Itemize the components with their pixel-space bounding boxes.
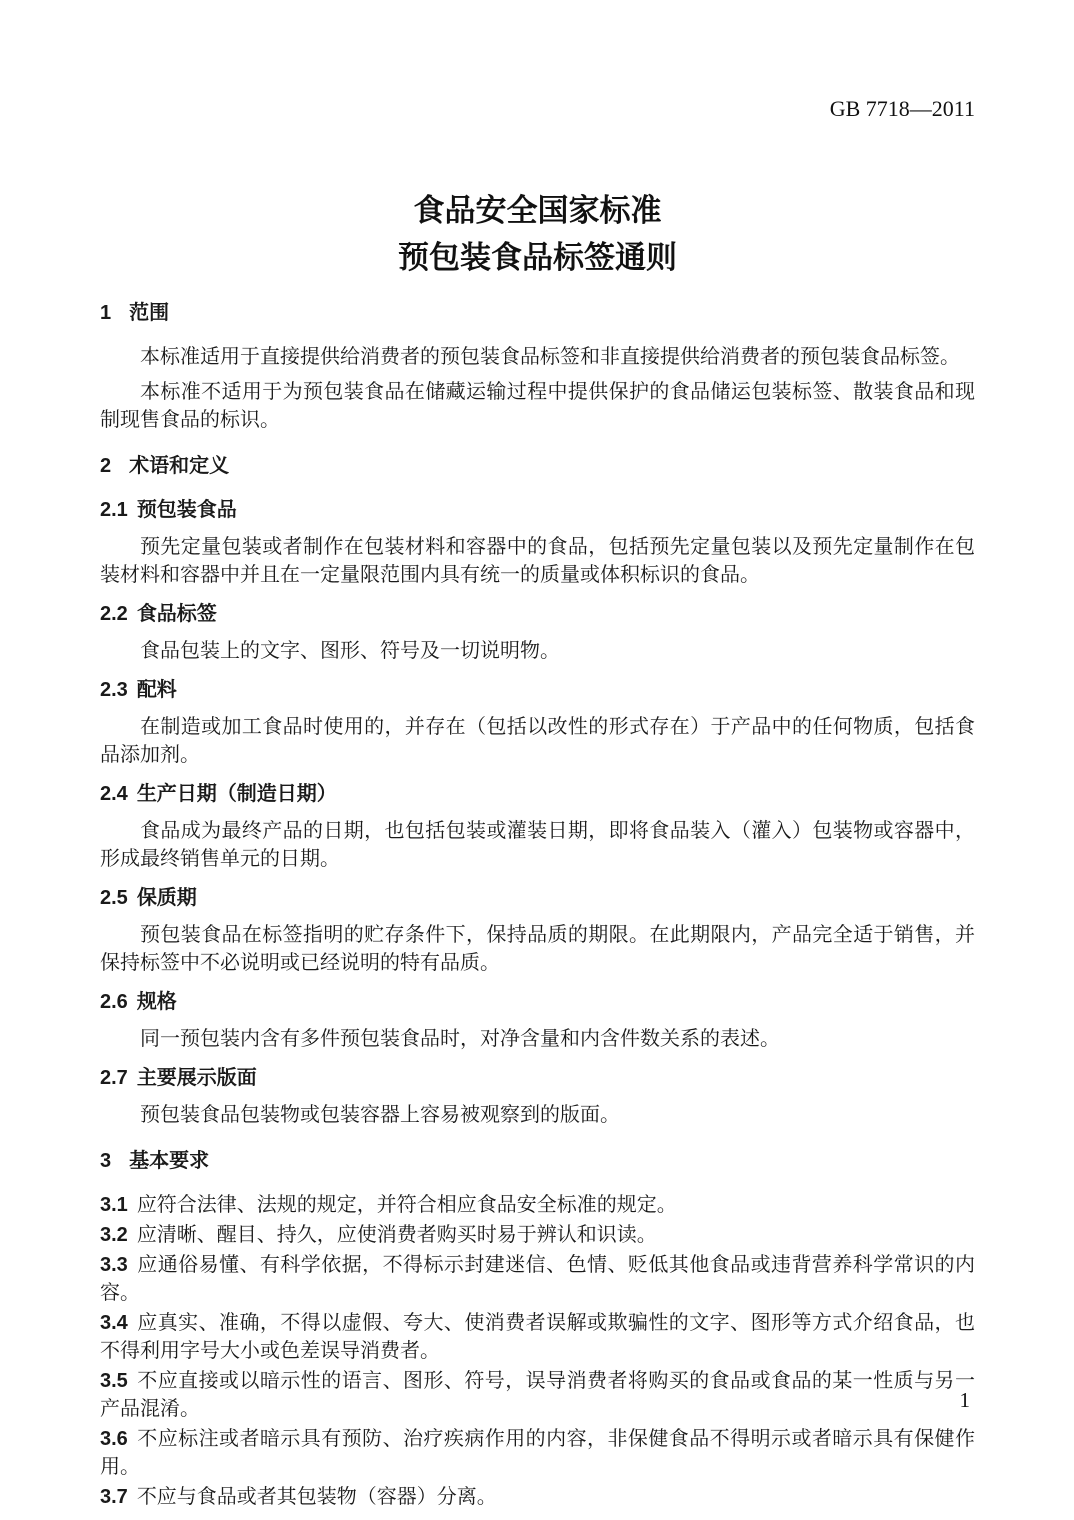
page-number: 1 xyxy=(959,1388,970,1412)
requirement-number: 3.2 xyxy=(100,1224,128,1246)
clause-number: 2.3 xyxy=(100,679,128,701)
chapter-number: 1 xyxy=(100,302,112,324)
body-paragraph: 在制造或加工食品时使用的，并存在（包括以改性的形式存在）于产品中的任何物质，包括食品添加剂。 xyxy=(100,716,975,766)
requirement-text: 不应直接或以暗示性的语言、图形、符号，误导消费者将购买的食品或食品的某一性质与另一产品混淆。 xyxy=(100,1370,975,1420)
body-paragraph: 同一预包装内含有多件预包装食品时，对净含量和内含件数关系的表述。 xyxy=(140,1028,780,1050)
clause-label: 保质期 xyxy=(136,887,197,909)
body-paragraph: 预包装食品在标签指明的贮存条件下，保持品质的期限。在此期限内，产品完全适于销售，并保持标签中不必说明或已经说明的特有品质。 xyxy=(100,924,975,974)
requirement-text: 应通俗易懂、有科学依据，不得标示封建迷信、色情、贬低其他食品或违背营养科学常识的内容。 xyxy=(100,1254,975,1304)
requirement-text: 应真实、准确，不得以虚假、夸大、使消费者误解或欺骗性的文字、图形等方式介绍食品，也不得利用字号大小或色差误导消费者。 xyxy=(100,1312,975,1362)
body-paragraph: 预包装食品包装物或包装容器上容易被观察到的版面。 xyxy=(140,1104,620,1126)
clause-number: 2.2 xyxy=(100,603,128,625)
numbered-requirement xyxy=(100,1191,975,1219)
numbered-requirement xyxy=(100,1309,975,1365)
chapter-label: 范围 xyxy=(129,302,170,324)
body-paragraph: 食品成为最终产品的日期，也包括包装或灌装日期，即将食品装入（灌入）包装物或容器中，形成最终销售单元的日期。 xyxy=(100,820,975,870)
body-paragraph: 本标准不适用于为预包装食品在储藏运输过程中提供保护的食品储运包装标签、散装食品和现制现售食品的标识。 xyxy=(100,381,975,431)
chapter-heading xyxy=(100,452,975,480)
clause-heading xyxy=(100,496,975,524)
numbered-requirement xyxy=(100,1425,975,1481)
clause-number: 2.6 xyxy=(100,991,128,1013)
chapter-heading xyxy=(100,299,975,327)
requirement-number: 3.3 xyxy=(100,1254,128,1276)
clause-label: 主要展示版面 xyxy=(136,1067,257,1089)
clause-heading xyxy=(100,676,975,704)
clause-heading xyxy=(100,988,975,1016)
requirement-text: 应清晰、醒目、持久，应使消费者购买时易于辨认和识读。 xyxy=(136,1224,657,1246)
clause-heading xyxy=(100,884,975,912)
clause-number: 2.7 xyxy=(100,1067,128,1089)
requirement-number: 3.1 xyxy=(100,1194,128,1216)
body-paragraph: 食品包装上的文字、图形、符号及一切说明物。 xyxy=(140,640,560,662)
clause-label: 生产日期（制造日期） xyxy=(136,783,337,805)
clause-label: 规格 xyxy=(136,991,177,1013)
clause-number: 2.4 xyxy=(100,783,128,805)
requirement-number: 3.7 xyxy=(100,1486,128,1508)
clause-number: 2.1 xyxy=(100,499,128,521)
requirement-text: 不应标注或者暗示具有预防、治疗疾病作用的内容，非保健食品不得明示或者暗示具有保健作用。 xyxy=(100,1428,975,1478)
chapter-number: 3 xyxy=(100,1150,112,1172)
requirement-number: 3.6 xyxy=(100,1428,128,1450)
clause-label: 配料 xyxy=(136,679,177,701)
document-body xyxy=(100,299,975,1511)
requirement-number: 3.5 xyxy=(100,1370,128,1392)
requirement-text: 不应与食品或者其包装物（容器）分离。 xyxy=(136,1486,497,1508)
body-paragraph: 本标准适用于直接提供给消费者的预包装食品标签和非直接提供给消费者的预包装食品标签。 xyxy=(140,346,960,368)
requirement-text: 应符合法律、法规的规定，并符合相应食品安全标准的规定。 xyxy=(136,1194,677,1216)
clause-label: 食品标签 xyxy=(136,603,217,625)
numbered-requirement xyxy=(100,1367,975,1423)
body-paragraph: 预先定量包装或者制作在包装材料和容器中的食品，包括预先定量包装以及预先定量制作在包装材料和容器中并且在一定量限范围内具有统一的质量或体积标识的食品。 xyxy=(100,536,975,586)
chapter-heading xyxy=(100,1147,975,1175)
chapter-number: 2 xyxy=(100,455,112,477)
document-title-line2: 预包装食品标签通则 xyxy=(398,240,677,275)
chapter-label: 术语和定义 xyxy=(129,455,230,477)
document-title-line1: 食品安全国家标准 xyxy=(413,193,662,228)
numbered-requirement xyxy=(100,1221,975,1249)
clause-heading xyxy=(100,1064,975,1092)
chapter-label: 基本要求 xyxy=(129,1150,210,1172)
document-title xyxy=(100,187,975,281)
clause-label: 预包装食品 xyxy=(136,499,237,521)
clause-heading xyxy=(100,780,975,808)
clause-number: 2.5 xyxy=(100,887,128,909)
numbered-requirement xyxy=(100,1251,975,1307)
numbered-requirement xyxy=(100,1483,975,1511)
standard-code: GB 7718—2011 xyxy=(829,96,975,121)
requirement-number: 3.4 xyxy=(100,1312,128,1334)
clause-heading xyxy=(100,600,975,628)
